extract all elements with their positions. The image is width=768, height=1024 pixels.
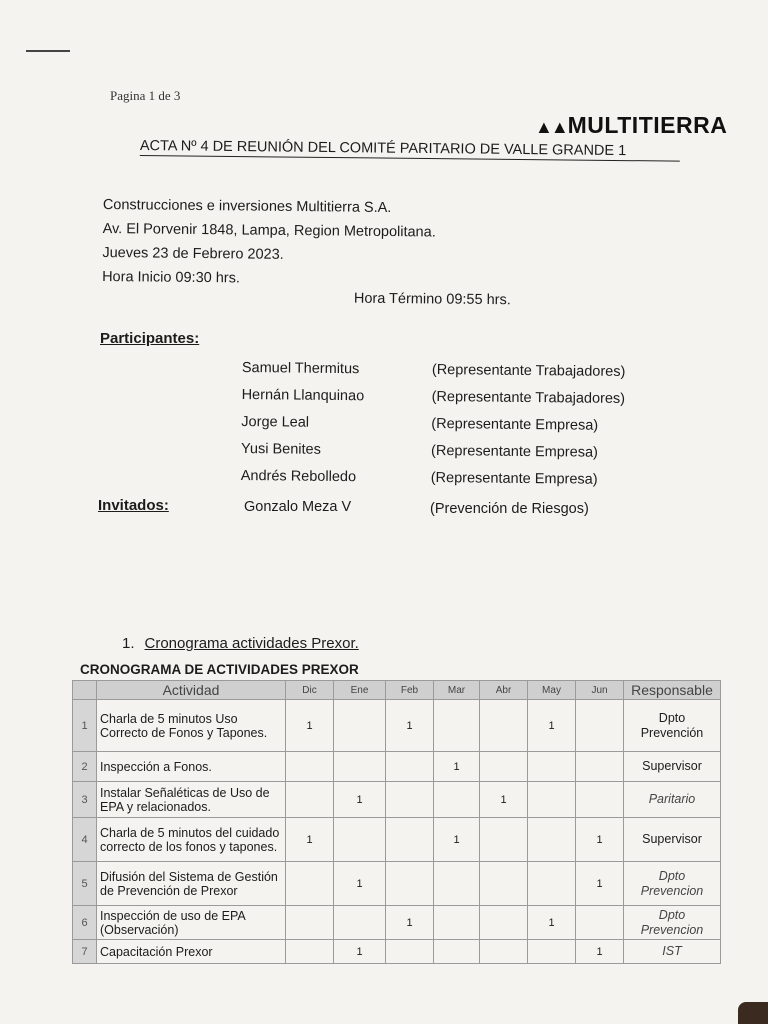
month-header: May: [528, 681, 576, 700]
responsible-cell: IST: [624, 940, 721, 964]
pen-mark: [26, 50, 70, 52]
end-time: Hora Término 09:55 hrs.: [353, 290, 511, 309]
month-cell: [434, 906, 480, 940]
month-cell: 1: [386, 700, 434, 752]
month-header: Mar: [434, 681, 480, 700]
start-time: Hora Inicio 09:30 hrs.: [102, 268, 241, 287]
month-cell: 1: [528, 906, 576, 940]
responsible-header: Responsable: [624, 681, 721, 700]
logo-text: MULTITIERRA: [567, 112, 728, 138]
month-cell: [434, 700, 480, 752]
company-name: Construcciones e inversiones Multitierra S.A.: [102, 196, 392, 217]
index-header: [73, 681, 97, 700]
month-cell: [576, 782, 624, 818]
month-cell: [286, 862, 334, 906]
responsible-cell: Dpto Prevencion: [624, 906, 721, 940]
month-cell: [386, 752, 434, 782]
month-cell: [528, 752, 576, 782]
month-cell: [434, 782, 480, 818]
responsible-cell: Supervisor: [624, 752, 721, 782]
activity-cell: Instalar Señaléticas de Uso de EPA y relacionados.: [97, 782, 286, 818]
row-index: 1: [73, 700, 97, 752]
page-number: Pagina 1 de 3: [110, 88, 181, 103]
month-cell: [434, 862, 480, 906]
participant-name: Hernán Llanquinao: [241, 386, 365, 405]
month-cell: [480, 818, 528, 862]
table-row: [73, 818, 721, 862]
month-cell: [480, 752, 528, 782]
table-row: [73, 752, 721, 782]
responsible-cell: Dpto Prevencion: [624, 862, 721, 906]
month-cell: [480, 862, 528, 906]
row-index: 7: [73, 940, 97, 964]
month-cell: 1: [576, 818, 624, 862]
month-header: Ene: [334, 681, 386, 700]
agenda-item-1: [122, 635, 359, 652]
participant-role: (Representante Trabajadores): [431, 361, 626, 381]
activity-cell: Inspección de uso de EPA (Observación): [97, 906, 286, 940]
month-cell: [286, 782, 334, 818]
month-cell: [386, 862, 434, 906]
month-cell: [528, 818, 576, 862]
guest-role: (Prevención de Riesgos): [430, 501, 589, 517]
table-row: [73, 862, 721, 906]
participants-label: Participantes:: [100, 330, 200, 347]
month-cell: [386, 782, 434, 818]
participant-role: (Representante Empresa): [430, 469, 598, 488]
activity-header: Actividad: [97, 681, 286, 700]
month-cell: 1: [286, 700, 334, 752]
month-cell: [528, 862, 576, 906]
logo-mark-icon: ▲▲: [535, 117, 567, 137]
address: Av. El Porvenir 1848, Lampa, Region Metropolitana.: [102, 220, 436, 241]
month-cell: 1: [334, 782, 386, 818]
table-row: [73, 940, 721, 964]
participant-name: Jorge Leal: [241, 413, 310, 431]
participant-name: Andrés Rebolledo: [240, 467, 357, 486]
month-cell: [480, 700, 528, 752]
guest-row: [244, 499, 589, 517]
participant-role: (Representante Trabajadores): [431, 388, 626, 408]
month-cell: [576, 752, 624, 782]
month-cell: 1: [434, 752, 480, 782]
month-cell: [576, 906, 624, 940]
document-title: ACTA Nº 4 DE REUNIÓN DEL COMITÉ PARITARIO DE VALLE GRANDE 1: [140, 138, 680, 162]
table-row: [73, 782, 721, 818]
month-cell: [334, 700, 386, 752]
agenda-item-text: Cronograma actividades Prexor.: [144, 635, 359, 652]
month-cell: 1: [334, 940, 386, 964]
month-cell: [286, 752, 334, 782]
schedule-title: CRONOGRAMA DE ACTIVIDADES PREXOR: [80, 662, 359, 677]
participant-role: (Representante Empresa): [431, 415, 599, 434]
month-cell: 1: [434, 818, 480, 862]
month-cell: [480, 940, 528, 964]
month-cell: [480, 906, 528, 940]
month-header: Dic: [286, 681, 334, 700]
month-header: Feb: [386, 681, 434, 700]
activity-cell: Charla de 5 minutos del cuidado correcto de los fonos y tapones.: [97, 818, 286, 862]
month-cell: 1: [576, 940, 624, 964]
row-index: 3: [73, 782, 97, 818]
activity-cell: Inspección a Fonos.: [97, 752, 286, 782]
meeting-info: [102, 193, 511, 309]
month-cell: 1: [334, 862, 386, 906]
month-cell: [334, 906, 386, 940]
table-row: [73, 700, 721, 752]
schedule-table: [72, 680, 721, 964]
month-cell: 1: [286, 818, 334, 862]
meeting-date: Jueves 23 de Febrero 2023.: [102, 244, 284, 263]
month-cell: [386, 818, 434, 862]
guest-name: Gonzalo Meza V: [244, 499, 352, 515]
month-cell: [334, 818, 386, 862]
responsible-cell: Paritario: [624, 782, 721, 818]
month-cell: 1: [528, 700, 576, 752]
row-index: 2: [73, 752, 97, 782]
row-index: 5: [73, 862, 97, 906]
month-cell: [434, 940, 480, 964]
month-cell: [386, 940, 434, 964]
month-cell: [286, 940, 334, 964]
schedule-header-row: [73, 681, 721, 700]
guests-label: Invitados:: [98, 497, 169, 514]
photo-edge-shadow: [738, 1002, 768, 1024]
month-header: Jun: [576, 681, 624, 700]
participant-role: (Representante Empresa): [430, 442, 598, 461]
participant-name: Samuel Thermitus: [241, 360, 360, 378]
month-cell: [528, 782, 576, 818]
month-cell: [334, 752, 386, 782]
month-header: Abr: [480, 681, 528, 700]
row-index: 4: [73, 818, 97, 862]
activity-cell: Charla de 5 minutos Uso Correcto de Fonos y Tapones.: [97, 700, 286, 752]
month-cell: 1: [576, 862, 624, 906]
agenda-item-number: 1.: [122, 635, 135, 652]
month-cell: 1: [480, 782, 528, 818]
month-cell: [528, 940, 576, 964]
participants-list: [240, 360, 626, 495]
activity-cell: Capacitación Prexor: [97, 940, 286, 964]
responsible-cell: Dpto Prevención: [624, 700, 721, 752]
company-logo: [535, 112, 727, 139]
table-row: [73, 906, 721, 940]
month-cell: 1: [386, 906, 434, 940]
month-cell: [576, 700, 624, 752]
responsible-cell: Supervisor: [624, 818, 721, 862]
activity-cell: Difusión del Sistema de Gestión de Prevención de Prexor: [97, 862, 286, 906]
month-cell: [286, 906, 334, 940]
participant-name: Yusi Benites: [240, 440, 321, 458]
row-index: 6: [73, 906, 97, 940]
